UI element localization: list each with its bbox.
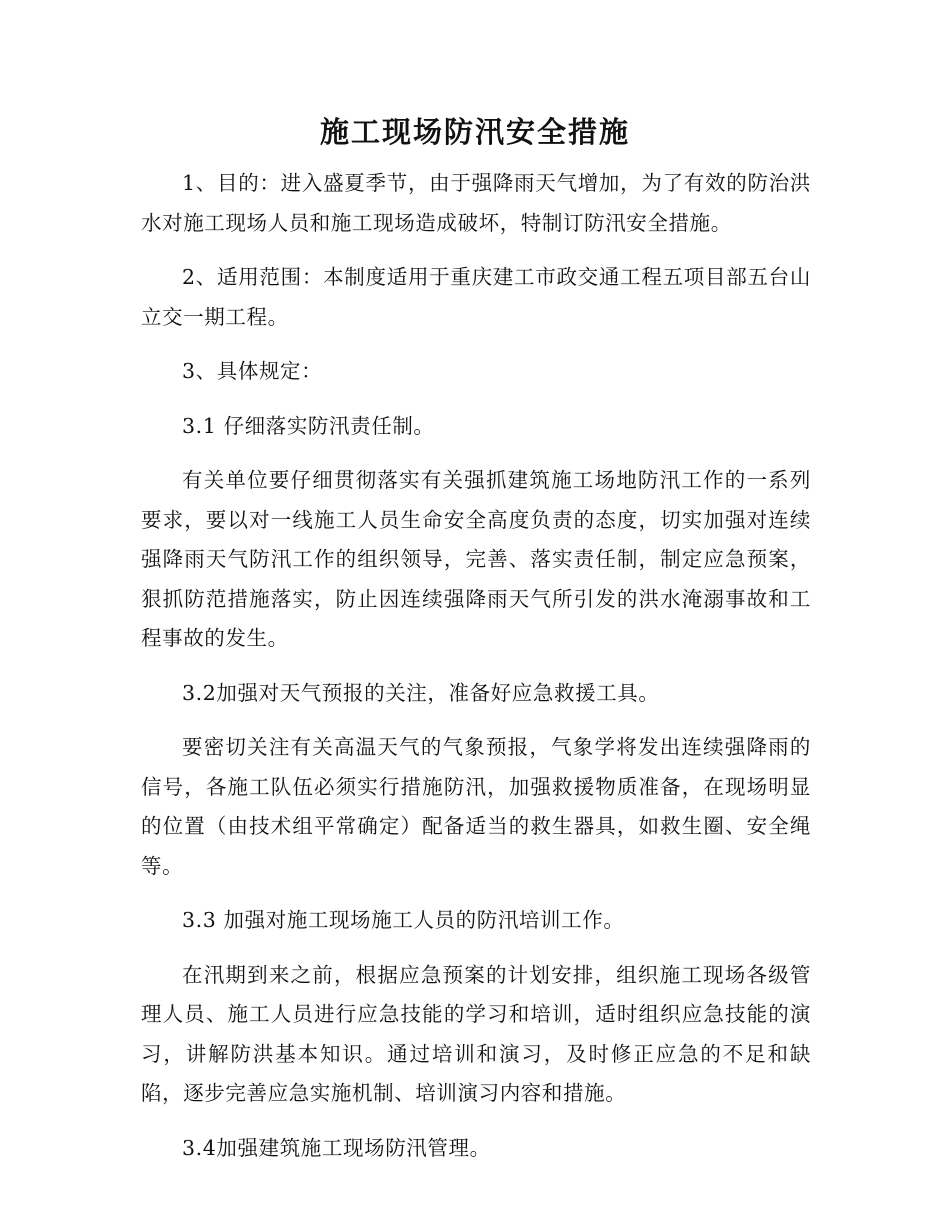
document-body: [141, 164, 811, 1168]
paragraph-purpose: 1、目的：进入盛夏季节，由于强降雨天气增加，为了有效的防治洪水对施工现场人员和施工现场造成破坏，特制订防汛安全措施。: [141, 171, 811, 235]
document-title: 施工现场防汛安全措施: [319, 115, 630, 149]
paragraph-scope: 2、适用范围：本制度适用于重庆建工市政交通工程五项目部五台山立交一期工程。: [141, 265, 811, 329]
paragraph-section-3-3-body: 在汛期到来之前，根据应急预案的计划安排，组织施工现场各级管理人员、施工人员进行应急技能的学习和培训，适时组织应急技能的演习，讲解防洪基本知识。通过培训和演习，及时修正应急的不足和缺陷，逐步完善应急实施机制、培训演习内容和措施。: [141, 962, 811, 1105]
paragraph-section-3-4-heading: 3.4加强建筑施工现场防汛管理。: [182, 1135, 491, 1160]
paragraph-section-3-2-body: 要密切关注有关高温天气的气象预报，气象学将发出连续强降雨的信号，各施工队伍必须实行措施防汛，加强救援物质准备，在现场明显的位置（由技术组平常确定）配备适当的救生器具，如救生圈、安全绳等。: [141, 735, 811, 878]
paragraph-section-3-3-heading: 3.3 加强对施工现场施工人员的防汛培训工作。: [182, 908, 625, 932]
paragraph-rules-heading: 3、具体规定：: [182, 359, 323, 383]
paragraph-section-3-1-heading: 3.1 仔细落实防汛责任制。: [182, 413, 435, 438]
paragraph-section-3-1-body: 有关单位要仔细贯彻落实有关强抓建筑施工场地防汛工作的一系列要求，要以对一线施工人员生命安全高度负责的态度，切实加强对连续强降雨天气防汛工作的组织领导，完善、落实责任制，制定应急预案，狠抓防范措施落实，防止因连续强降雨天气所引发的洪水淹溺事故和工程事故的发生。: [141, 468, 811, 650]
paragraph-section-3-2-heading: 3.2加强对天气预报的关注，准备好应急救援工具。: [182, 680, 660, 705]
